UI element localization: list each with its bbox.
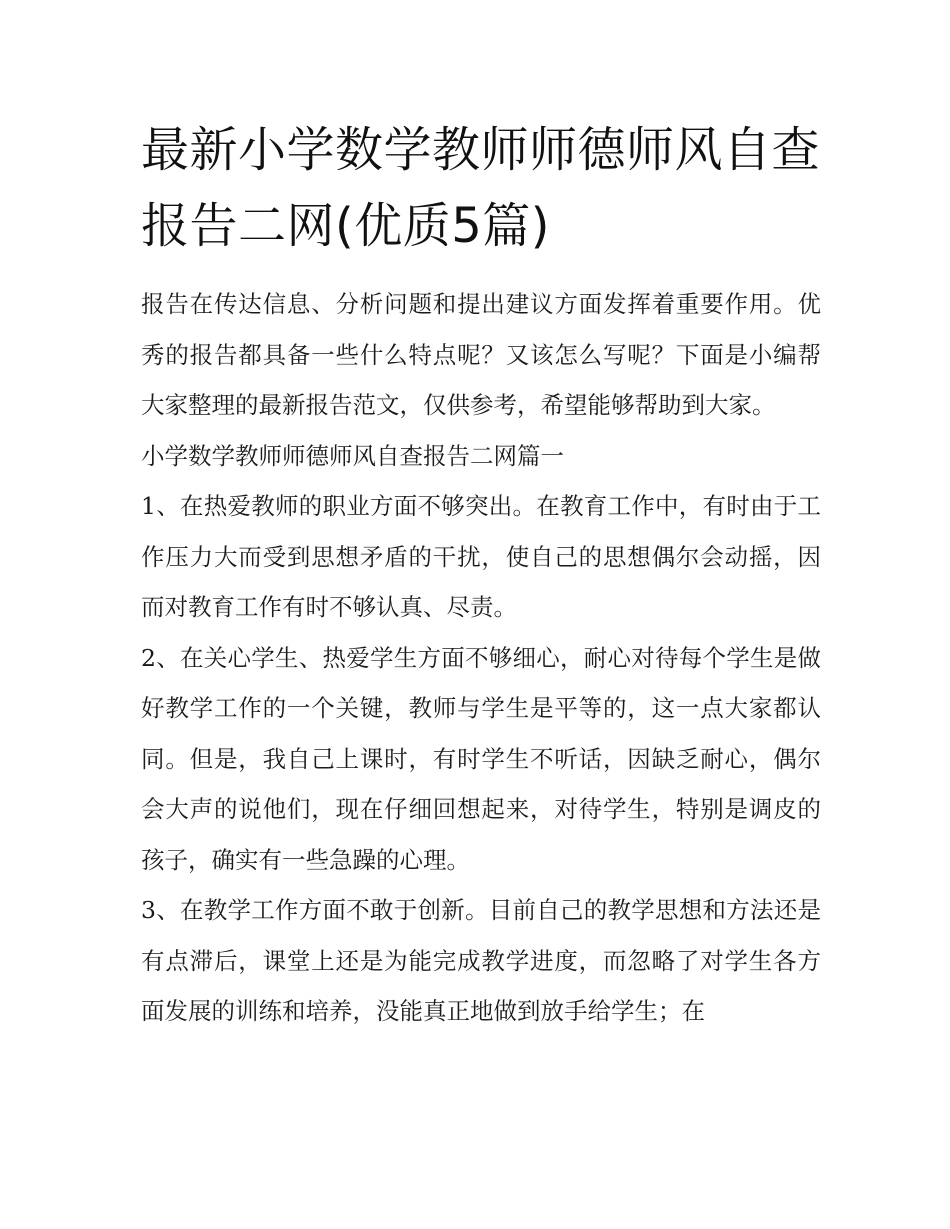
- document-title: 最新小学数学教师师德师风自查报告二网(优质5篇): [141, 122, 821, 254]
- list-item-2: 2、在关心学生、热爱学生方面不够细心，耐心对待每个学生是做好教学工作的一个关键，教师与学生是平等的，这一点大家都认同。但是，我自己上课时，有时学生不听话，因缺乏耐心，偶尔会大声的说他们，现在仔细回想起来，对待学生，特别是调皮的孩子，确实有一些急躁的心理。: [141, 643, 821, 874]
- document-body: [141, 279, 821, 1037]
- list-item-3: 3、在教学工作方面不敢于创新。目前自己的教学思想和方法还是有点滞后，课堂上还是为能完成教学进度，而忽略了对学生各方面发展的训练和培养，没能真正地做到放手给学生；在: [141, 896, 821, 1025]
- intro-paragraph: 报告在传达信息、分析问题和提出建议方面发挥着重要作用。优秀的报告都具备一些什么特点呢？又该怎么写呢？下面是小编帮大家整理的最新报告范文，仅供参考，希望能够帮助到大家。: [141, 290, 821, 419]
- document-content: [141, 112, 821, 1037]
- list-item-1: 1、在热爱教师的职业方面不够突出。在教育工作中，有时由于工作压力大而受到思想矛盾的干扰，使自己的思想偶尔会动摇，因而对教育工作有时不够认真、尽责。: [141, 492, 821, 621]
- section-heading: 小学数学教师师德师风自查报告二网篇一: [141, 441, 564, 470]
